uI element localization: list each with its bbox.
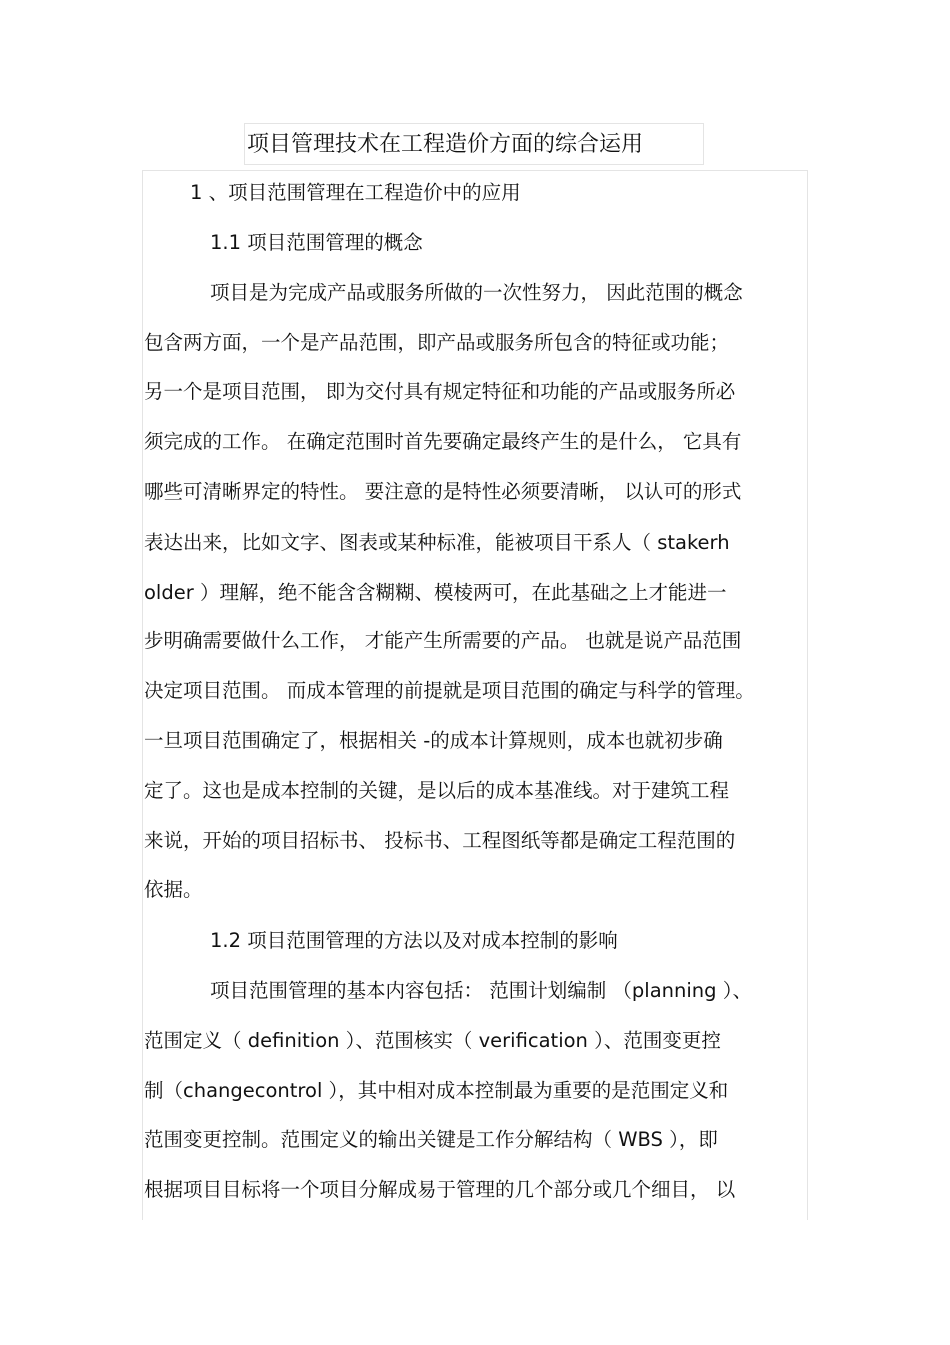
- paragraph-line: 根据项目目标将一个项目分解成易于管理的几个部分或几个细目， 以: [144, 1178, 736, 1201]
- paragraph-line: older ）理解，绝不能含含糊糊、模棱两可，在此基础之上才能进一: [144, 581, 727, 604]
- paragraph-line: 项目是为完成产品或服务所做的一次性努力， 因此范围的概念: [210, 281, 743, 304]
- paragraph-line: 来说，开始的项目招标书、 投标书、工程图纸等都是确定工程范围的: [144, 829, 736, 852]
- paragraph-line: 依据。: [144, 878, 203, 901]
- heading-1: 1 、项目范围管理在工程造价中的应用: [190, 181, 521, 204]
- paragraph-line: 范围变更控制。范围定义的输出关键是工作分解结构（ WBS ），即: [144, 1128, 718, 1151]
- paragraph-line: 范围定义（ definition ）、范围核实（ verification ）、范围变更控: [144, 1029, 721, 1052]
- heading-1-1: 1.1 项目范围管理的概念: [210, 231, 423, 254]
- paragraph-line: 项目范围管理的基本内容包括： 范围计划编制 （planning ）、: [210, 979, 752, 1002]
- paragraph-line: 表达出来，比如文字、图表或某种标准，能被项目干系人（ stakerh: [144, 531, 730, 554]
- document-title: 项目管理技术在工程造价方面的综合运用: [247, 132, 644, 157]
- paragraph-line: 决定项目范围。 而成本管理的前提就是项目范围的确定与科学的管理。: [144, 679, 755, 702]
- paragraph-line: 步明确需要做什么工作， 才能产生所需要的产品。 也就是说产品范围: [144, 629, 742, 652]
- paragraph-line: 制（changecontrol ），其中相对成本控制最为重要的是范围定义和: [144, 1079, 729, 1102]
- paragraph-line: 一旦项目范围确定了，根据相关 -的成本计算规则，成本也就初步确: [144, 729, 723, 752]
- paragraph-line: 另一个是项目范围， 即为交付具有规定特征和功能的产品或服务所必: [144, 380, 736, 403]
- heading-1-2: 1.2 项目范围管理的方法以及对成本控制的影响: [210, 929, 618, 952]
- paragraph-line: 哪些可清晰界定的特性。 要注意的是特性必须要清晰， 以认可的形式: [144, 480, 742, 503]
- paragraph-line: 定了。这也是成本控制的关键，是以后的成本基准线。对于建筑工程: [144, 779, 730, 802]
- paragraph-line: 须完成的工作。 在确定范围时首先要确定最终产生的是什么， 它具有: [144, 430, 742, 453]
- paragraph-line: 包含两方面，一个是产品范围，即产品或服务所包含的特征或功能；: [144, 331, 730, 354]
